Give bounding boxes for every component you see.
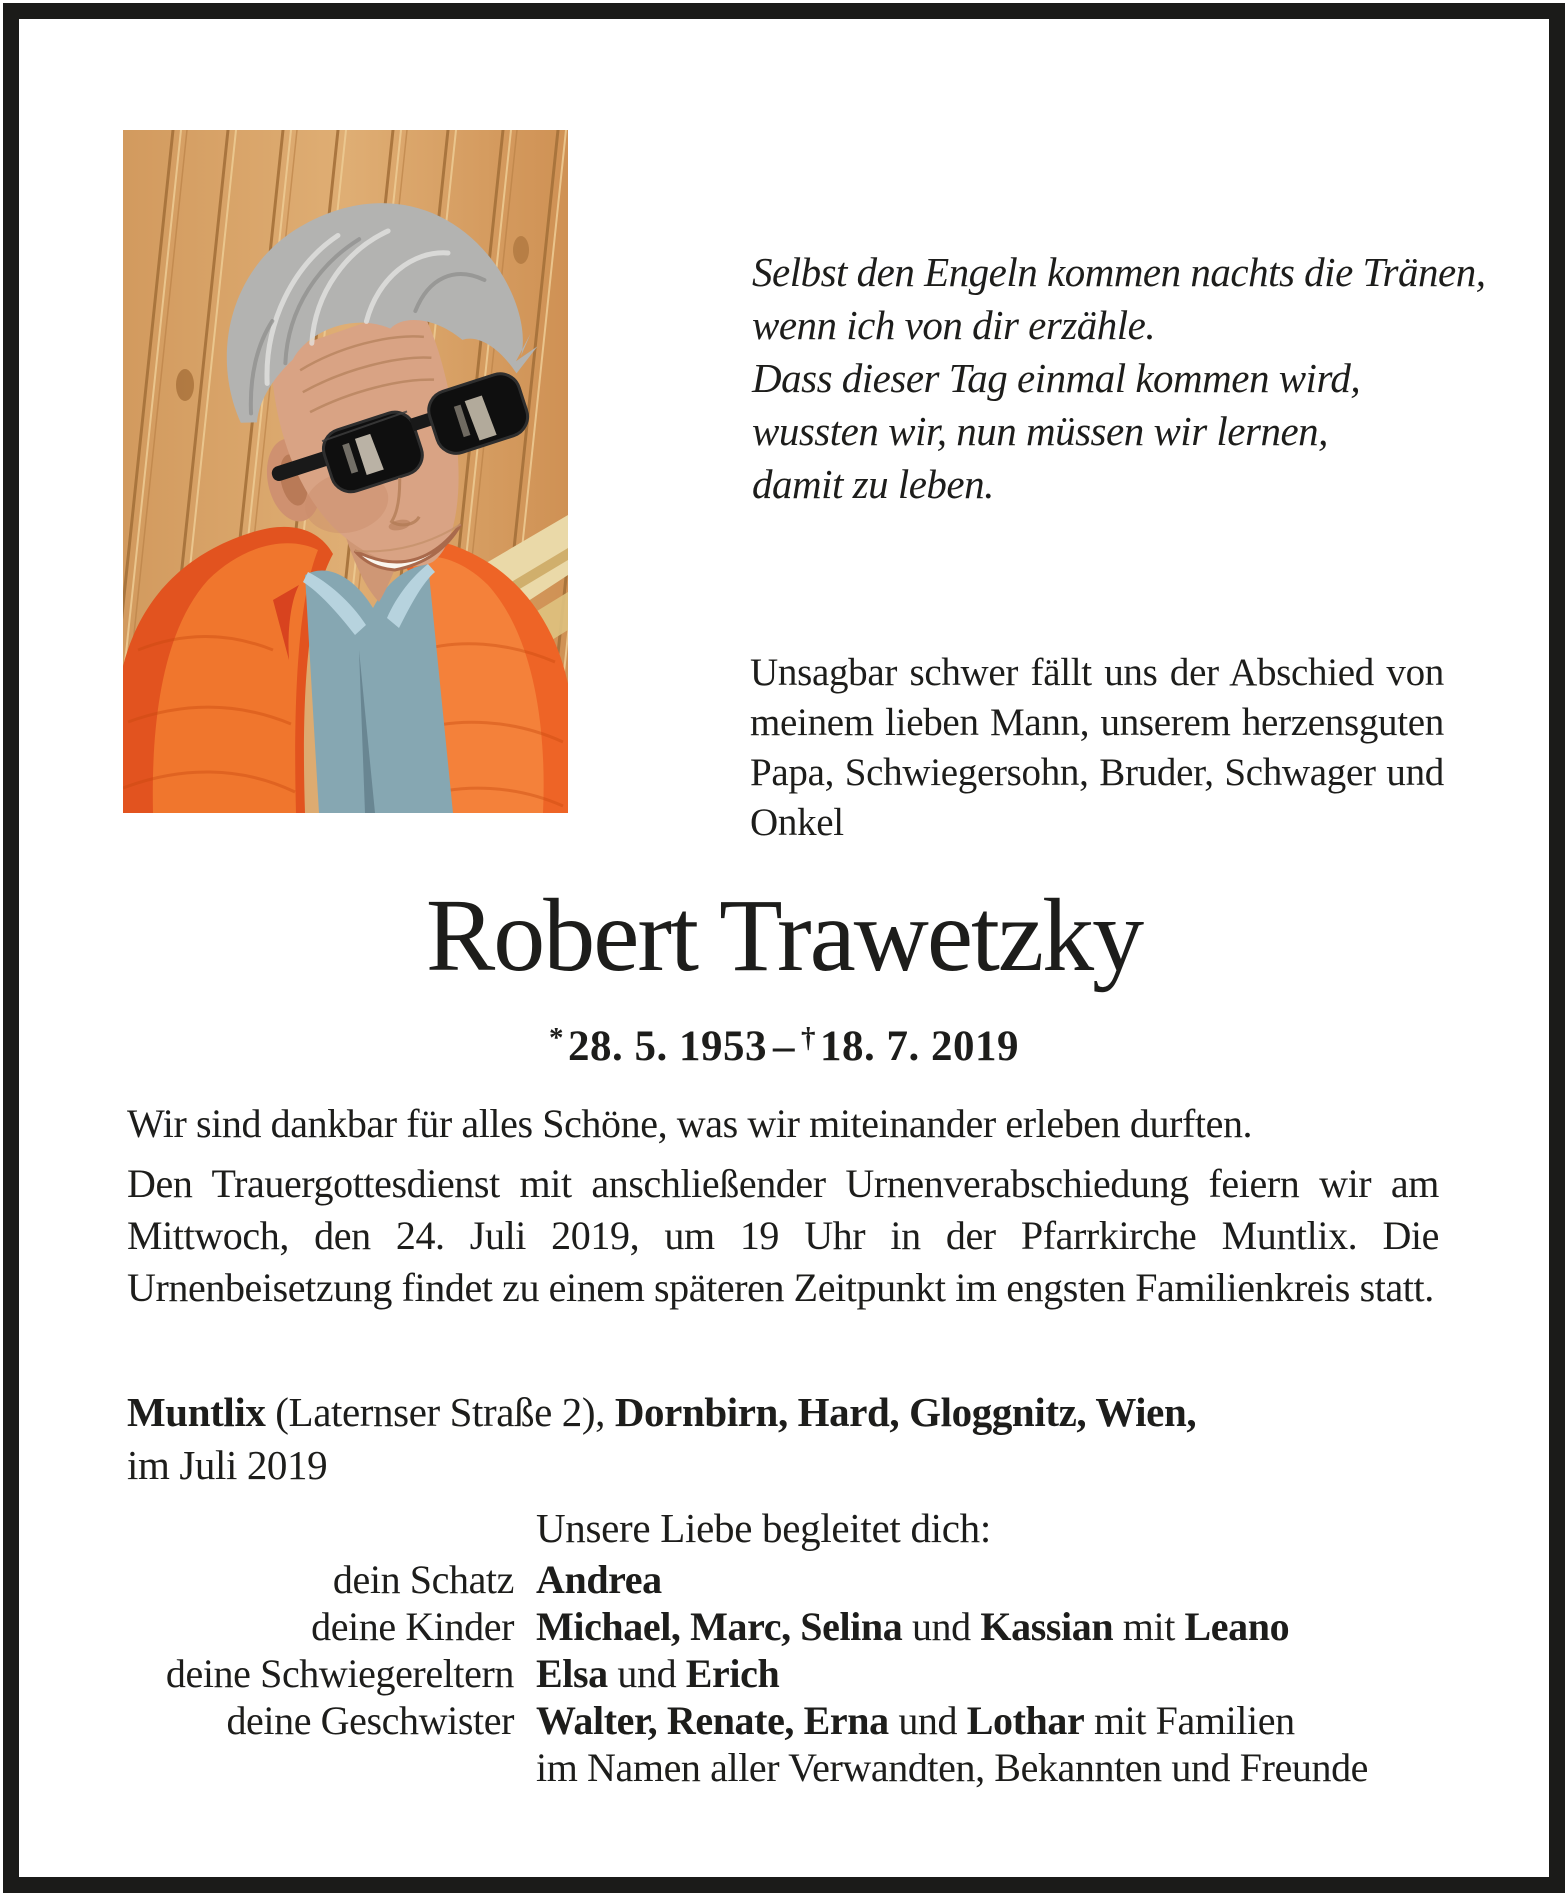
birth-date: 28. 5. 1953 [568,1023,767,1070]
name-bold-run: Michael, Marc, Selina [536,1604,903,1649]
name-bold-run: Kassian [980,1604,1114,1649]
dates-separator: – [773,1023,795,1070]
poem-line: wenn ich von dir erzähle. [752,302,1156,348]
text-run: und [888,1698,967,1743]
intro-paragraph: Unsagbar schwer fällt uns der Abschied von meinem lieben Mann, unserem herzensguten Papa, Schwiegersohn, Bruder, Schwager und Onkel [750,651,1444,844]
life-dates [0,1022,1568,1071]
text-run: mit Familien [1084,1698,1295,1743]
text-run: und [902,1604,981,1649]
name-bold-run: Muntlix [127,1389,266,1435]
name-bold-run: Elsa [536,1651,608,1696]
death-date: 18. 7. 2019 [820,1023,1019,1070]
farewell-relation-label: deine Kinder [311,1604,514,1649]
name-bold-run: Walter, Renate, Erna [536,1698,889,1743]
gratitude-paragraph: Wir sind dankbar für alles Schöne, was wir miteinander erleben durften. [127,1101,1253,1146]
poem-line: wussten wir, nun müssen wir lernen, [752,408,1328,454]
farewell-heading: Unsere Liebe begleitet dich: [536,1505,991,1551]
name-bold-run: Andrea [536,1557,662,1602]
memorial-poem [752,246,1492,511]
farewell-relation-label: deine Geschwister [226,1698,514,1743]
deceased-name: Robert Trawetzky [425,878,1143,993]
places-cities [127,1386,1457,1439]
farewell-relation-label [110,1744,514,1791]
portrait-photo [123,130,568,813]
service-announcement-paragraph: Den Trauergottesdienst mit anschließender Urnenverabschiedung feiern wir am Mittwoch, den 24. Juli 2019, um 19 Uhr in der Pfarrkirche Muntlix. Die Urnenbeisetzung findet zu einem späteren Zeitpunkt im engsten Familienkreis statt. [127,1161,1439,1310]
name-bold-run: Lothar [966,1698,1085,1743]
text-run: mit [1113,1604,1185,1649]
text-run: im Namen aller Verwandten, Bekannten und Freunde [536,1745,1369,1790]
family-signature-block [110,1556,1465,1791]
text-run: (Laternser Straße 2), [265,1389,615,1435]
name-bold-run: Leano [1184,1604,1290,1649]
farewell-names-value [536,1650,1465,1697]
farewell-relation-label: dein Schatz [332,1557,514,1602]
farewell-relation-label: deine Schwiegereltern [165,1651,514,1696]
farewell-names-value [536,1603,1465,1650]
farewell-names-value [536,1556,1465,1603]
name-bold-run: Erich [685,1651,780,1696]
farewell-names-value [536,1744,1465,1791]
places-date: im Juli 2019 [127,1442,328,1488]
name-bold-run: Dornbirn, Hard, Gloggnitz, Wien, [614,1389,1197,1435]
text-run: und [607,1651,686,1696]
poem-line: damit zu leben. [752,461,994,507]
places-line [127,1386,1457,1492]
poem-line: Dass dieser Tag einmal kommen wird, [752,355,1361,401]
portrait-photo-illustration [123,130,568,813]
birth-star-symbol: * [549,1022,564,1054]
farewell-names-value [536,1697,1465,1744]
poem-line: Selbst den Engeln kommen nachts die Tränen, [752,249,1486,295]
death-dagger-symbol: † [801,1022,816,1054]
